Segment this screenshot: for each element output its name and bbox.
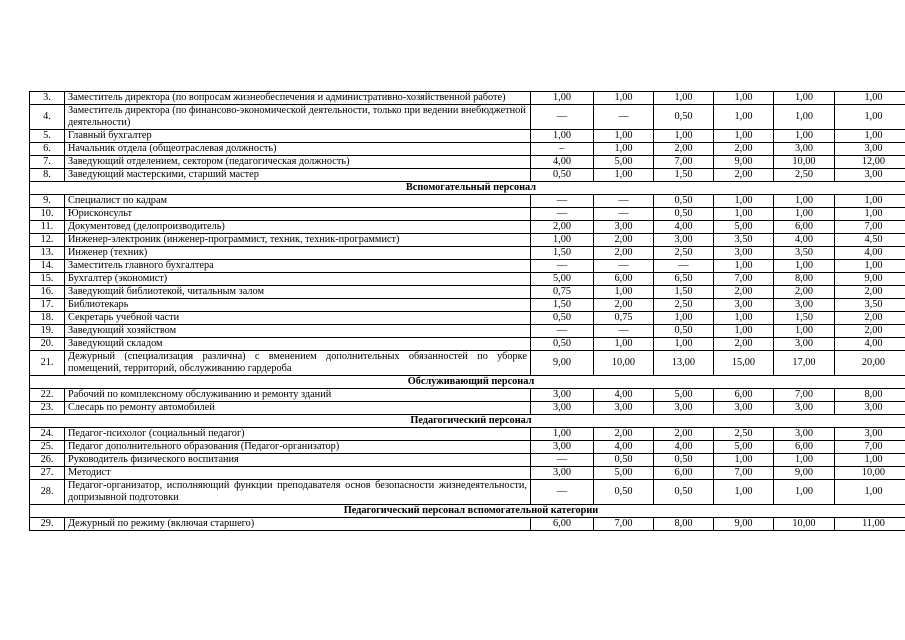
staff-units-value: 2,00	[835, 325, 905, 338]
row-number: 13.	[30, 247, 65, 260]
staff-units-value: –	[531, 143, 594, 156]
staff-units-value: 6,00	[654, 467, 714, 480]
staff-units-value: 1,00	[835, 480, 905, 505]
staff-units-value: 1,00	[594, 143, 654, 156]
table-row	[30, 351, 905, 376]
staff-units-value: 7,00	[835, 221, 905, 234]
staff-units-value: 0,75	[594, 312, 654, 325]
staff-units-value: 1,00	[774, 92, 835, 105]
staff-units-value: 1,00	[714, 105, 774, 130]
staff-units-value: 5,00	[594, 156, 654, 169]
staff-units-value: 0,75	[531, 286, 594, 299]
staff-units-value: 8,00	[774, 273, 835, 286]
staff-units-value: 10,00	[774, 156, 835, 169]
position-name: Специалист по кадрам	[65, 195, 531, 208]
staff-units-value: 2,00	[714, 338, 774, 351]
staff-units-value: 6,00	[594, 273, 654, 286]
row-number: 6.	[30, 143, 65, 156]
position-name: Заведующий складом	[65, 338, 531, 351]
position-name: Руководитель физического воспитания	[65, 454, 531, 467]
position-name: Педагог-организатор, исполняющий функции преподавателя основ безопасности жизнедеятельности, допризывной подготовки	[65, 480, 531, 505]
staff-units-value: 0,50	[531, 338, 594, 351]
table-row	[30, 105, 905, 130]
staff-units-value: 3,00	[774, 402, 835, 415]
row-number: 12.	[30, 234, 65, 247]
table-row	[30, 441, 905, 454]
table-row	[30, 338, 905, 351]
staff-units-value: 4,00	[835, 338, 905, 351]
staff-units-value: 3,00	[714, 299, 774, 312]
position-name: Заведующий отделением, сектором (педагогическая должность)	[65, 156, 531, 169]
staff-units-value: 4,00	[594, 389, 654, 402]
staff-units-value: —	[594, 260, 654, 273]
staff-units-value: 1,50	[774, 312, 835, 325]
staff-units-value: 1,00	[654, 338, 714, 351]
position-name: Методист	[65, 467, 531, 480]
staff-units-value: 3,00	[835, 169, 905, 182]
staff-units-value: 3,00	[774, 428, 835, 441]
staff-units-value: 1,00	[531, 92, 594, 105]
row-number: 18.	[30, 312, 65, 325]
staff-units-value: 7,00	[594, 518, 654, 531]
table-row	[30, 402, 905, 415]
row-number: 29.	[30, 518, 65, 531]
staff-units-value: 17,00	[774, 351, 835, 376]
table-row	[30, 169, 905, 182]
staff-units-value: 9,00	[714, 156, 774, 169]
staff-units-value: 1,00	[714, 480, 774, 505]
table-row	[30, 130, 905, 143]
position-name: Заместитель главного бухгалтера	[65, 260, 531, 273]
staff-units-value: 5,00	[714, 441, 774, 454]
staff-units-value: 3,00	[835, 428, 905, 441]
row-number: 25.	[30, 441, 65, 454]
table-row	[30, 389, 905, 402]
section-title: Вспомогательный персонал	[30, 182, 905, 195]
staff-units-value: 3,50	[774, 247, 835, 260]
staff-units-value: 1,00	[714, 208, 774, 221]
staff-units-value: 0,50	[654, 325, 714, 338]
staff-units-value: 2,00	[594, 247, 654, 260]
staff-units-value: 4,50	[835, 234, 905, 247]
staff-units-value: 3,50	[714, 234, 774, 247]
position-name: Юрисконсульт	[65, 208, 531, 221]
table-row	[30, 299, 905, 312]
staff-units-value: 11,00	[835, 518, 905, 531]
staff-units-value: 15,00	[714, 351, 774, 376]
staff-units-value: —	[531, 325, 594, 338]
staff-units-value: 0,50	[654, 480, 714, 505]
staff-units-value: 2,00	[531, 221, 594, 234]
staff-units-value: 8,00	[654, 518, 714, 531]
row-number: 15.	[30, 273, 65, 286]
staff-units-value: 1,00	[835, 195, 905, 208]
staff-units-value: 2,00	[594, 234, 654, 247]
staff-units-value: 1,00	[654, 130, 714, 143]
table-row	[30, 234, 905, 247]
staff-units-value: —	[594, 195, 654, 208]
staff-units-value: 3,00	[531, 441, 594, 454]
section-title: Педагогический персонал	[30, 415, 905, 428]
staff-units-value: 3,00	[714, 402, 774, 415]
row-number: 27.	[30, 467, 65, 480]
row-number: 11.	[30, 221, 65, 234]
staff-units-value: —	[531, 454, 594, 467]
staff-units-value: 1,00	[774, 130, 835, 143]
row-number: 4.	[30, 105, 65, 130]
position-name: Заведующий мастерскими, старший мастер	[65, 169, 531, 182]
position-name: Заместитель директора (по вопросам жизнеобеспечения и административно-хозяйственной работе)	[65, 92, 531, 105]
staff-units-value: 1,00	[774, 195, 835, 208]
row-number: 8.	[30, 169, 65, 182]
table-row	[30, 454, 905, 467]
position-name: Начальник отдела (общеотраслевая должность)	[65, 143, 531, 156]
staff-units-value: 2,00	[835, 286, 905, 299]
staff-units-value: 2,00	[654, 428, 714, 441]
staff-units-value: 3,00	[774, 299, 835, 312]
staff-units-value: —	[531, 260, 594, 273]
staff-units-value: 1,00	[714, 260, 774, 273]
staff-units-value: 7,00	[714, 467, 774, 480]
staff-units-value: 1,50	[654, 169, 714, 182]
staff-units-value: 3,00	[531, 402, 594, 415]
position-name: Рабочий по комплексному обслуживанию и ремонту зданий	[65, 389, 531, 402]
position-name: Бухгалтер (экономист)	[65, 273, 531, 286]
row-number: 24.	[30, 428, 65, 441]
table-row	[30, 208, 905, 221]
row-number: 19.	[30, 325, 65, 338]
staff-units-value: 9,00	[714, 518, 774, 531]
staff-units-value: 2,00	[714, 286, 774, 299]
staff-units-value: 7,00	[835, 441, 905, 454]
row-number: 9.	[30, 195, 65, 208]
table-row	[30, 312, 905, 325]
staff-units-value: 9,00	[531, 351, 594, 376]
table-row	[30, 480, 905, 505]
staff-units-value: 6,50	[654, 273, 714, 286]
staff-units-value: 3,00	[835, 402, 905, 415]
staff-units-value: 3,00	[654, 402, 714, 415]
table-body	[30, 92, 905, 531]
position-name: Заместитель директора (по финансово-экономической деятельности, только при ведении внебюджетной деятельности)	[65, 105, 531, 130]
staff-units-value: —	[654, 260, 714, 273]
table-row	[30, 260, 905, 273]
staff-units-value: 1,00	[835, 130, 905, 143]
staff-units-value: 0,50	[654, 105, 714, 130]
staff-units-value: 2,50	[654, 299, 714, 312]
staff-units-value: 1,00	[594, 169, 654, 182]
position-name: Главный бухгалтер	[65, 130, 531, 143]
position-name: Библиотекарь	[65, 299, 531, 312]
staff-units-value: 1,00	[835, 92, 905, 105]
staff-units-value: 1,00	[531, 234, 594, 247]
row-number: 26.	[30, 454, 65, 467]
staff-units-value: 3,00	[835, 143, 905, 156]
staff-units-value: 7,00	[714, 273, 774, 286]
staff-units-value: 1,00	[835, 105, 905, 130]
position-name: Инженер-электроник (инженер-программист, техник, техник-программист)	[65, 234, 531, 247]
position-name: Заведующий хозяйством	[65, 325, 531, 338]
table-row	[30, 221, 905, 234]
staffing-table	[29, 91, 905, 531]
section-title: Обслуживающий персонал	[30, 376, 905, 389]
position-name: Документовед (делопроизводитель)	[65, 221, 531, 234]
staff-units-value: 1,00	[714, 130, 774, 143]
staff-units-value: 4,00	[594, 441, 654, 454]
staff-units-value: 1,00	[774, 208, 835, 221]
row-number: 28.	[30, 480, 65, 505]
staff-units-value: 1,00	[774, 454, 835, 467]
staff-units-value: 3,00	[531, 467, 594, 480]
staff-units-value: 3,00	[531, 389, 594, 402]
staff-units-value: 2,00	[714, 143, 774, 156]
staff-units-value: 10,00	[594, 351, 654, 376]
section-title: Педагогический персонал вспомогательной категории	[30, 505, 905, 518]
staff-units-value: 1,00	[594, 130, 654, 143]
staff-units-value: 0,50	[594, 480, 654, 505]
staff-units-value: 5,00	[654, 389, 714, 402]
staff-units-value: 2,50	[714, 428, 774, 441]
row-number: 16.	[30, 286, 65, 299]
staff-units-value: 1,00	[531, 428, 594, 441]
staff-units-value: 0,50	[654, 208, 714, 221]
staff-units-value: 12,00	[835, 156, 905, 169]
staff-units-value: 3,00	[774, 143, 835, 156]
staff-units-value: —	[594, 325, 654, 338]
staff-units-value: 1,00	[774, 105, 835, 130]
staff-units-value: 1,00	[654, 312, 714, 325]
staff-units-value: 2,00	[774, 286, 835, 299]
position-name: Дежурный (специализация различна) с вменением дополнительных обязанностей по уборке помещений, территорий, обслуживанию гардероба	[65, 351, 531, 376]
staff-units-value: 0,50	[654, 454, 714, 467]
section-header-row	[30, 376, 905, 389]
row-number: 22.	[30, 389, 65, 402]
position-name: Инженер (техник)	[65, 247, 531, 260]
staff-units-value: 3,00	[594, 402, 654, 415]
staff-units-value: 4,00	[774, 234, 835, 247]
staff-units-value: 10,00	[774, 518, 835, 531]
position-name: Дежурный по режиму (включая старшего)	[65, 518, 531, 531]
staff-units-value: 1,00	[835, 260, 905, 273]
staff-units-value: 9,00	[774, 467, 835, 480]
staff-units-value: 5,00	[531, 273, 594, 286]
staff-units-value: 13,00	[654, 351, 714, 376]
row-number: 17.	[30, 299, 65, 312]
staff-units-value: 1,00	[594, 92, 654, 105]
staff-units-value: 20,00	[835, 351, 905, 376]
staff-units-value: 8,00	[835, 389, 905, 402]
table-row	[30, 247, 905, 260]
table-row	[30, 156, 905, 169]
table-row	[30, 273, 905, 286]
staff-units-value: 1,00	[714, 312, 774, 325]
staff-units-value: 1,50	[531, 299, 594, 312]
table-row	[30, 518, 905, 531]
section-header-row	[30, 505, 905, 518]
section-header-row	[30, 182, 905, 195]
row-number: 3.	[30, 92, 65, 105]
staff-units-value: 3,00	[594, 221, 654, 234]
table-row	[30, 428, 905, 441]
staff-units-value: 0,50	[531, 169, 594, 182]
row-number: 5.	[30, 130, 65, 143]
staff-units-value: 3,00	[714, 247, 774, 260]
staff-units-value: 4,00	[654, 441, 714, 454]
staff-units-value: 1,00	[714, 195, 774, 208]
staff-units-value: 5,00	[594, 467, 654, 480]
table-row	[30, 143, 905, 156]
staff-units-value: 0,50	[594, 454, 654, 467]
row-number: 21.	[30, 351, 65, 376]
staff-units-value: 1,50	[654, 286, 714, 299]
staff-units-value: 10,00	[835, 467, 905, 480]
row-number: 10.	[30, 208, 65, 221]
staff-units-value: 4,00	[654, 221, 714, 234]
staff-units-value: 2,00	[654, 143, 714, 156]
staff-units-value: 1,00	[714, 325, 774, 338]
position-name: Заведующий библиотекой, читальным залом	[65, 286, 531, 299]
staff-units-value: 4,00	[835, 247, 905, 260]
row-number: 7.	[30, 156, 65, 169]
row-number: 14.	[30, 260, 65, 273]
position-name: Секретарь учебной части	[65, 312, 531, 325]
table-row	[30, 195, 905, 208]
staff-units-value: 2,00	[714, 169, 774, 182]
table-row	[30, 325, 905, 338]
staff-units-value: 2,00	[835, 312, 905, 325]
position-name: Педагог дополнительного образования (Педагог-организатор)	[65, 441, 531, 454]
staff-units-value: 1,00	[774, 325, 835, 338]
staff-units-value: 1,00	[835, 208, 905, 221]
staff-units-value: 6,00	[774, 221, 835, 234]
row-number: 20.	[30, 338, 65, 351]
staff-units-value: 3,00	[654, 234, 714, 247]
staff-units-value: 2,50	[774, 169, 835, 182]
staff-units-value: 2,00	[594, 428, 654, 441]
staff-units-value: 6,00	[774, 441, 835, 454]
staff-units-value: 6,00	[531, 518, 594, 531]
position-name: Педагог-психолог (социальный педагог)	[65, 428, 531, 441]
staff-units-value: 1,00	[774, 260, 835, 273]
staff-units-value: 1,00	[594, 286, 654, 299]
staff-units-value: 1,00	[774, 480, 835, 505]
staff-units-value: 7,00	[654, 156, 714, 169]
staff-units-value: 7,00	[774, 389, 835, 402]
staff-units-value: —	[531, 105, 594, 130]
table-row	[30, 286, 905, 299]
staff-units-value: 9,00	[835, 273, 905, 286]
section-header-row	[30, 415, 905, 428]
staff-units-value: 0,50	[531, 312, 594, 325]
staff-units-value: 1,50	[531, 247, 594, 260]
staff-units-value: 1,00	[594, 338, 654, 351]
staff-units-value: 2,50	[654, 247, 714, 260]
staff-units-value: 1,00	[654, 92, 714, 105]
staff-units-value: 1,00	[531, 130, 594, 143]
staff-units-value: 0,50	[654, 195, 714, 208]
staff-units-value: 3,50	[835, 299, 905, 312]
staff-units-value: —	[531, 480, 594, 505]
table-row	[30, 92, 905, 105]
row-number: 23.	[30, 402, 65, 415]
staff-units-value: 4,00	[531, 156, 594, 169]
staff-units-value: —	[531, 195, 594, 208]
staff-units-value: 1,00	[835, 454, 905, 467]
staff-units-value: —	[594, 105, 654, 130]
staff-units-value: —	[531, 208, 594, 221]
staff-units-value: 3,00	[774, 338, 835, 351]
table-row	[30, 467, 905, 480]
staff-units-value: —	[594, 208, 654, 221]
position-name: Слесарь по ремонту автомобилей	[65, 402, 531, 415]
staff-units-value: 2,00	[594, 299, 654, 312]
staff-units-value: 6,00	[714, 389, 774, 402]
staff-units-value: 1,00	[714, 92, 774, 105]
staff-units-value: 1,00	[714, 454, 774, 467]
staff-units-value: 5,00	[714, 221, 774, 234]
